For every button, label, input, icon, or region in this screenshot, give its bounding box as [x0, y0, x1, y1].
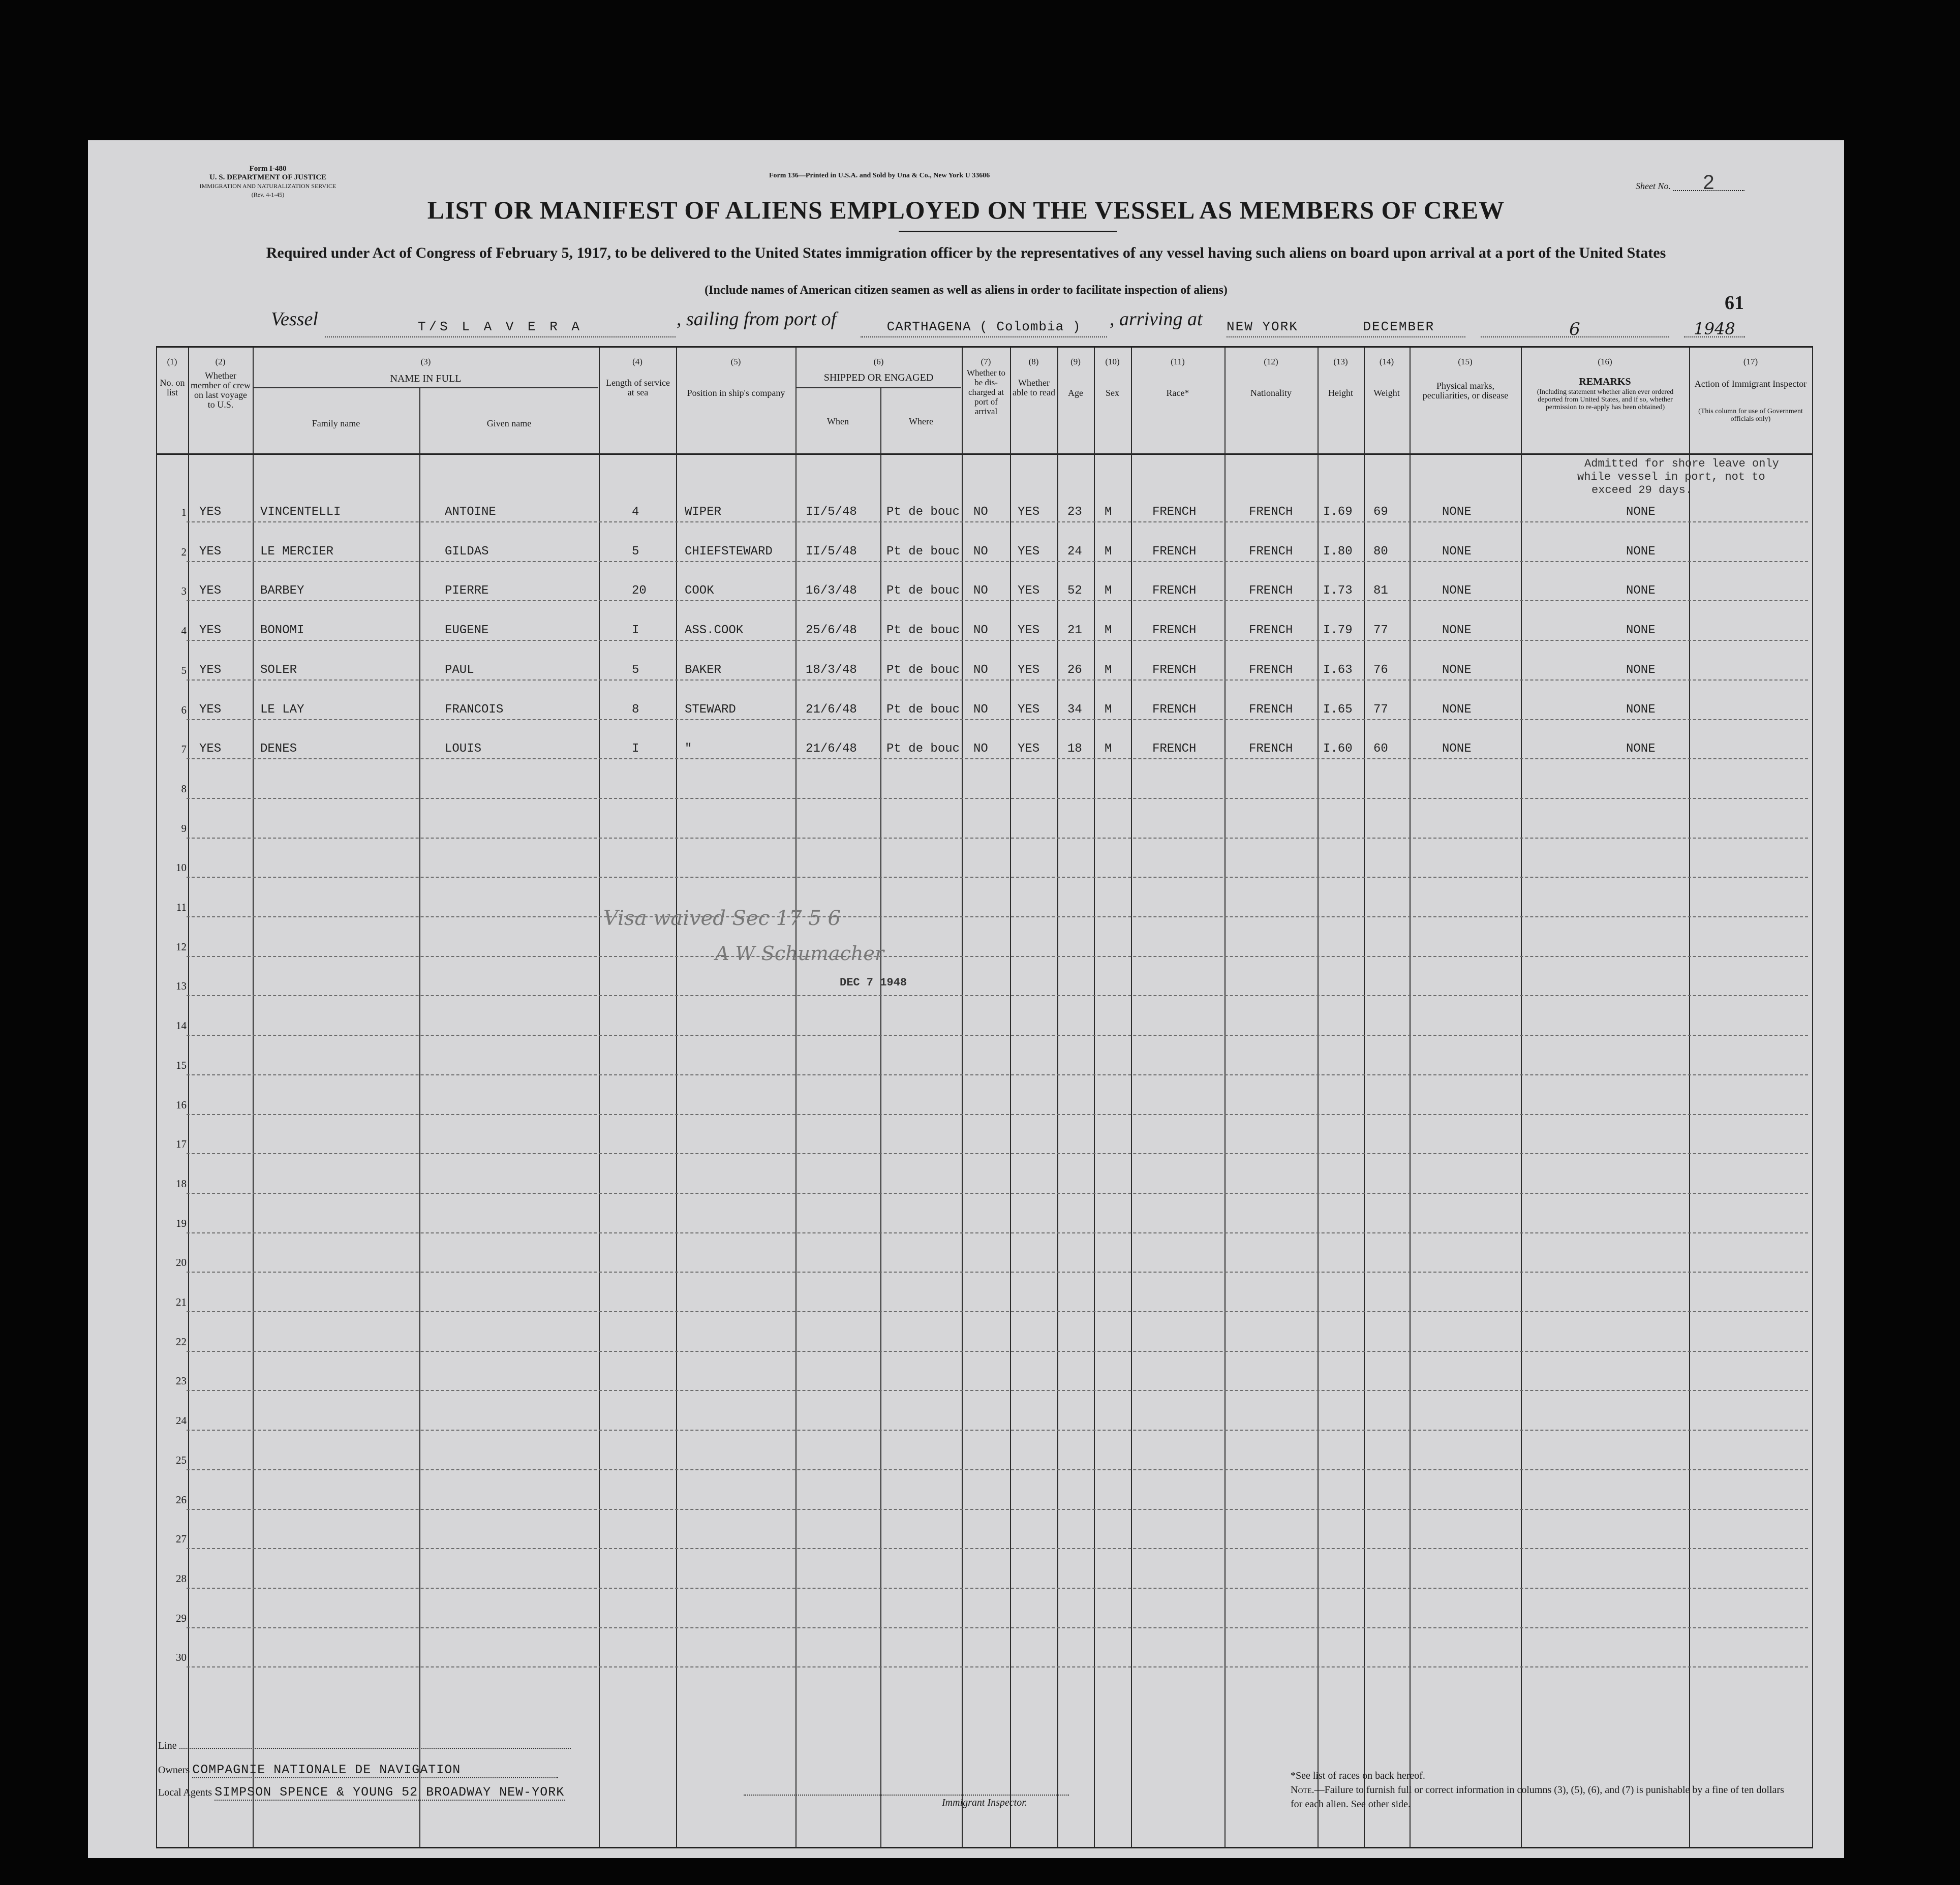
row-rule — [187, 1509, 1808, 1510]
cell-given[interactable]: FRANCOIS — [445, 702, 504, 717]
cell-nationality[interactable]: FRENCH — [1249, 584, 1293, 598]
cell-age[interactable]: 24 — [1067, 544, 1082, 559]
column-number: (11) — [1171, 357, 1185, 366]
header-action-note: (This column for use of Government officials only) — [1698, 408, 1803, 423]
cell-weight[interactable]: 77 — [1373, 702, 1388, 717]
cell-read[interactable]: YES — [1018, 702, 1040, 717]
cell-position[interactable]: CHIEFSTEWARD — [685, 544, 773, 559]
form-identifier — [151, 165, 385, 199]
form-number: Form I-480 — [249, 165, 287, 173]
column-rule — [795, 348, 797, 1847]
stamp-line: Admitted for shore leave only — [1584, 457, 1779, 470]
cell-nationality[interactable]: FRENCH — [1249, 702, 1293, 717]
column-number: (16) — [1598, 357, 1612, 366]
header-length-service: Length of service at sea — [606, 378, 670, 397]
column-number: (12) — [1264, 357, 1278, 366]
cell-length[interactable]: 20 — [632, 584, 647, 598]
cell-nationality[interactable]: FRENCH — [1249, 624, 1293, 638]
row-number: 22 — [176, 1335, 187, 1348]
cell-read[interactable]: YES — [1018, 505, 1040, 519]
cell-weight[interactable]: 76 — [1373, 663, 1388, 677]
sheet-number — [1636, 171, 1744, 194]
row-rule — [187, 1548, 1808, 1549]
header-given-name: Given name — [486, 418, 532, 428]
header-able-to-read: Whether able to read — [1013, 378, 1055, 397]
cell-given[interactable]: PIERRE — [445, 584, 489, 598]
visa-waived-note: Visa waived Sec 17 5 6 — [603, 907, 841, 930]
cell-when[interactable]: 21/6/48 — [806, 742, 857, 756]
cell-discharged[interactable]: NO — [973, 702, 988, 717]
cell-remarks[interactable]: NONE — [1626, 584, 1656, 598]
column-number: (1) — [167, 357, 177, 366]
row-number: 18 — [176, 1177, 187, 1190]
cell-length[interactable]: 5 — [632, 663, 639, 677]
sheet-number-label: Sheet No. — [1636, 181, 1671, 191]
row-rule — [187, 838, 1808, 839]
cell-member[interactable]: YES — [199, 702, 222, 717]
arriving-label: , arriving at — [1110, 308, 1203, 330]
cell-read[interactable]: YES — [1018, 663, 1040, 677]
header-nationality: Nationality — [1250, 388, 1292, 398]
cell-age[interactable]: 26 — [1067, 663, 1082, 677]
cell-family[interactable]: DENES — [260, 742, 297, 756]
form-revision: (Rev. 4-1-45) — [251, 191, 285, 198]
arrival-port-field[interactable] — [1227, 319, 1465, 337]
agents-label: Local Agents — [158, 1787, 212, 1798]
vessel-label: Vessel — [271, 308, 318, 330]
cell-position[interactable]: STEWARD — [685, 702, 736, 717]
column-rule — [1410, 348, 1411, 1847]
row-number: 1 — [181, 506, 187, 518]
printer-line: Form 136—Printed in U.S.A. and Sold by Una & Co., New York U 33606 — [769, 172, 990, 179]
cell-sex[interactable]: M — [1105, 702, 1112, 717]
title-underline — [899, 231, 1117, 232]
row-number: 15 — [176, 1059, 187, 1071]
cell-weight[interactable]: 69 — [1373, 505, 1388, 519]
row-rule — [187, 995, 1808, 996]
cell-age[interactable]: 18 — [1067, 742, 1082, 756]
owners-label: Owners — [158, 1765, 190, 1776]
column-rule — [1689, 348, 1690, 1847]
cell-where[interactable]: Pt de bouc — [886, 584, 960, 598]
cell-member[interactable]: YES — [199, 505, 222, 519]
inspector-signature: A W Schumacher — [715, 942, 884, 965]
cell-sex[interactable]: M — [1105, 544, 1112, 559]
cell-where[interactable]: Pt de bouc — [886, 702, 960, 717]
cell-nationality[interactable]: FRENCH — [1249, 663, 1293, 677]
row-number: 24 — [176, 1414, 187, 1427]
line-label: Line — [158, 1740, 177, 1751]
cell-discharged[interactable]: NO — [973, 742, 988, 756]
cell-discharged[interactable]: NO — [973, 624, 988, 638]
include-note: (Include names of American citizen seamen as well as aliens in order to facilitate inspection of aliens) — [705, 284, 1228, 297]
cell-read[interactable]: YES — [1018, 584, 1040, 598]
cell-marks[interactable]: NONE — [1442, 624, 1472, 638]
cell-sex[interactable]: M — [1105, 742, 1112, 756]
agents-field — [158, 1785, 565, 1801]
cell-when[interactable]: 18/3/48 — [806, 663, 857, 677]
cell-marks[interactable]: NONE — [1442, 663, 1472, 677]
row-rule — [187, 719, 1808, 720]
header-height: Height — [1328, 388, 1353, 398]
cell-length[interactable]: I — [632, 742, 639, 756]
arrival-year-field[interactable]: 1948 — [1684, 319, 1745, 337]
row-rule — [187, 1193, 1808, 1194]
column-rule — [962, 348, 963, 1847]
departure-port-field[interactable]: CARTHAGENA ( Colombia ) — [861, 319, 1107, 337]
stamp-line: while vessel in port, not to — [1577, 471, 1765, 483]
shipped-subheader-rule — [797, 387, 961, 388]
row-number: 13 — [176, 980, 187, 993]
cell-remarks[interactable]: NONE — [1626, 742, 1656, 756]
cell-family[interactable]: BONOMI — [260, 624, 304, 638]
cell-sex[interactable]: M — [1105, 505, 1112, 519]
cell-where[interactable]: Pt de bouc — [886, 624, 960, 638]
cell-position[interactable]: WIPER — [685, 505, 722, 519]
cell-when[interactable]: 16/3/48 — [806, 584, 857, 598]
column-rule — [1010, 348, 1011, 1847]
cell-race[interactable]: FRENCH — [1152, 584, 1197, 598]
cell-family[interactable]: VINCENTELLI — [260, 505, 341, 519]
cell-race[interactable]: FRENCH — [1152, 702, 1197, 717]
row-number: 17 — [176, 1138, 187, 1151]
cell-sex[interactable]: M — [1105, 663, 1112, 677]
cell-discharged[interactable]: NO — [973, 505, 988, 519]
inspector-signature-line[interactable] — [744, 1795, 1069, 1796]
row-number: 8 — [181, 782, 187, 795]
department-name: U. S. DEPARTMENT OF JUSTICE — [209, 173, 327, 181]
cell-length[interactable]: 4 — [632, 505, 639, 519]
header-race: Race* — [1166, 388, 1189, 398]
cell-member[interactable]: YES — [199, 742, 222, 756]
cell-length[interactable]: I — [632, 624, 639, 638]
row-number: 20 — [176, 1256, 187, 1269]
cell-discharged[interactable]: NO — [973, 584, 988, 598]
stamp-line: exceed 29 days. — [1591, 484, 1693, 497]
cell-remarks[interactable]: NONE — [1626, 505, 1656, 519]
arrival-port-value: NEW YORK — [1227, 319, 1298, 334]
column-number: (14) — [1379, 357, 1394, 366]
cell-given[interactable]: PAUL — [445, 663, 474, 677]
cell-discharged[interactable]: NO — [973, 663, 988, 677]
cell-discharged[interactable]: NO — [973, 544, 988, 559]
cell-weight[interactable]: 81 — [1373, 584, 1388, 598]
cell-position[interactable]: ASS.COOK — [685, 624, 744, 638]
column-number: (8) — [1028, 357, 1039, 366]
header-discharged: Whether to be dis-charged at port of arrival — [967, 368, 1005, 416]
row-number: 14 — [176, 1019, 187, 1032]
row-number: 29 — [176, 1612, 187, 1624]
row-rule — [187, 1074, 1808, 1075]
row-rule — [187, 561, 1808, 562]
row-number: 23 — [176, 1375, 187, 1387]
column-number: (7) — [981, 357, 991, 366]
cell-member[interactable]: YES — [199, 624, 222, 638]
header-no-on-list: No. on list — [160, 378, 185, 397]
column-number: (5) — [730, 357, 741, 366]
shore-leave-stamp — [1577, 457, 1779, 497]
row-number: 28 — [176, 1572, 187, 1585]
cell-given[interactable]: LOUIS — [445, 742, 482, 756]
column-number: (3) — [420, 357, 431, 366]
header-weight: Weight — [1373, 388, 1400, 398]
line-value[interactable] — [179, 1748, 571, 1749]
cell-sex[interactable]: M — [1105, 624, 1112, 638]
cell-age[interactable]: 21 — [1067, 624, 1082, 638]
cell-height[interactable]: I.60 — [1323, 742, 1353, 756]
row-rule — [187, 758, 1808, 759]
row-number: 26 — [176, 1493, 187, 1506]
arrival-month: DECEMBER — [1363, 319, 1435, 334]
row-rule — [187, 521, 1808, 522]
row-number: 6 — [181, 703, 187, 716]
column-number: (15) — [1458, 357, 1473, 366]
row-rule — [187, 1035, 1808, 1036]
column-number: (17) — [1743, 357, 1758, 366]
cell-given[interactable]: ANTOINE — [445, 505, 496, 519]
row-number: 30 — [176, 1651, 187, 1664]
cell-marks[interactable]: NONE — [1442, 702, 1472, 717]
row-rule — [187, 640, 1808, 641]
row-number: 11 — [176, 901, 187, 913]
column-number: (13) — [1333, 357, 1348, 366]
service-name: IMMIGRATION AND NATURALIZATION SERVICE — [199, 182, 336, 190]
cell-remarks[interactable]: NONE — [1626, 702, 1656, 717]
cell-length[interactable]: 5 — [632, 544, 639, 559]
cell-weight[interactable]: 60 — [1373, 742, 1388, 756]
date-stamp: DEC 7 1948 — [840, 976, 907, 989]
row-rule — [187, 1430, 1808, 1431]
cell-marks[interactable]: NONE — [1442, 505, 1472, 519]
row-rule — [187, 1272, 1808, 1273]
cell-weight[interactable]: 80 — [1373, 544, 1388, 559]
header-action-inspector: Action of Immigrant Inspector — [1694, 379, 1807, 389]
line-field — [158, 1740, 571, 1752]
row-number: 7 — [181, 743, 187, 756]
column-number: (6) — [873, 357, 884, 366]
cell-remarks[interactable]: NONE — [1626, 624, 1656, 638]
header-member-last-voyage: Whether member of crew on last voyage to U.S. — [191, 370, 251, 410]
cell-marks[interactable]: NONE — [1442, 584, 1472, 598]
column-rule — [1094, 348, 1095, 1847]
header-divider — [156, 453, 1813, 455]
row-rule — [187, 600, 1808, 601]
header-family-name: Family name — [312, 418, 360, 428]
cell-nationality[interactable]: FRENCH — [1249, 742, 1293, 756]
manifest-sheet — [88, 140, 1844, 1858]
cell-when[interactable]: II/5/48 — [806, 544, 857, 559]
column-rule — [1521, 348, 1522, 1847]
row-number: 25 — [176, 1454, 187, 1466]
page-title: LIST OR MANIFEST OF ALIENS EMPLOYED ON THE VESSEL AS MEMBERS OF CREW — [427, 196, 1505, 224]
row-rule — [187, 1390, 1808, 1391]
row-rule — [187, 1351, 1808, 1352]
sheet-number-value[interactable]: 2 — [1673, 175, 1744, 191]
cell-marks[interactable]: NONE — [1442, 742, 1472, 756]
header-age: Age — [1068, 388, 1083, 398]
header-shipped: SHIPPED OR ENGAGED — [823, 372, 934, 383]
name-subheader-rule — [254, 387, 598, 388]
vessel-name-field[interactable]: T/S L A V E R A — [325, 319, 676, 337]
column-rule — [1812, 348, 1813, 1847]
cell-member[interactable]: YES — [199, 544, 222, 559]
column-rule — [1224, 348, 1226, 1847]
header-remarks: REMARKS — [1579, 376, 1631, 387]
cell-given[interactable]: EUGENE — [445, 624, 489, 638]
header-when: When — [827, 416, 849, 426]
row-rule — [187, 1627, 1808, 1628]
sailing-label: , sailing from port of — [677, 308, 837, 330]
legal-requirement: Required under Act of Congress of February 5, 1917, to be delivered to the United States immigration officer by the representatives of any vessel having such aliens on board upon arrival at a port of the United States — [266, 244, 1666, 261]
cell-marks[interactable]: NONE — [1442, 544, 1472, 559]
row-number: 2 — [181, 545, 187, 558]
row-number: 3 — [181, 585, 187, 598]
cell-position[interactable]: " — [685, 742, 692, 756]
row-rule — [187, 1469, 1808, 1470]
row-rule — [187, 1232, 1808, 1233]
cell-length[interactable]: 8 — [632, 702, 639, 717]
cell-given[interactable]: GILDAS — [445, 544, 489, 559]
column-rule — [599, 348, 600, 1847]
cell-family[interactable]: SOLER — [260, 663, 297, 677]
cell-family[interactable]: LE LAY — [260, 702, 304, 717]
page-number: 61 — [1725, 292, 1744, 314]
cell-nationality[interactable]: FRENCH — [1249, 505, 1293, 519]
column-rule — [676, 348, 677, 1847]
cell-height[interactable]: I.73 — [1323, 584, 1353, 598]
row-rule — [187, 877, 1808, 878]
row-number: 12 — [176, 940, 187, 953]
row-number: 4 — [181, 625, 187, 637]
penalty-note — [1291, 1783, 1789, 1811]
row-number: 27 — [176, 1533, 187, 1546]
header-where: Where — [909, 416, 933, 426]
header-remarks-note: (Including statement whether alien ever ordered deported from United States, and if so, whether permission to re-apply has been obtained) — [1537, 388, 1674, 411]
cell-age[interactable]: 23 — [1067, 505, 1082, 519]
cell-race[interactable]: FRENCH — [1152, 742, 1197, 756]
row-rule — [187, 1153, 1808, 1154]
cell-race[interactable]: FRENCH — [1152, 505, 1197, 519]
row-number: 19 — [176, 1217, 187, 1229]
row-rule — [187, 1114, 1808, 1115]
column-rule — [253, 348, 254, 1847]
crew-table — [156, 346, 1813, 1848]
column-rule — [1364, 348, 1365, 1847]
races-note: *See list of races on back hereof. — [1291, 1770, 1425, 1781]
cell-when[interactable]: II/5/48 — [806, 505, 857, 519]
cell-remarks[interactable]: NONE — [1626, 544, 1656, 559]
row-number: 10 — [176, 861, 187, 874]
cell-remarks[interactable]: NONE — [1626, 663, 1656, 677]
cell-nationality[interactable]: FRENCH — [1249, 544, 1293, 559]
cell-height[interactable]: I.65 — [1323, 702, 1353, 717]
row-number: 9 — [181, 822, 187, 835]
row-number: 5 — [181, 664, 187, 676]
row-rule — [187, 956, 1808, 957]
column-number: (2) — [215, 357, 226, 366]
cell-race[interactable]: FRENCH — [1152, 544, 1197, 559]
cell-sex[interactable]: M — [1105, 584, 1112, 598]
cell-when[interactable]: 21/6/48 — [806, 702, 857, 717]
cell-position[interactable]: COOK — [685, 584, 714, 598]
cell-race[interactable]: FRENCH — [1152, 663, 1197, 677]
row-number: 21 — [176, 1296, 187, 1308]
cell-race[interactable]: FRENCH — [1152, 624, 1197, 638]
column-rule — [1057, 348, 1058, 1847]
note-label: Note. — [1291, 1784, 1314, 1796]
row-rule — [187, 1666, 1808, 1667]
inspector-label: Immigrant Inspector. — [942, 1797, 1027, 1808]
row-rule — [187, 1588, 1808, 1589]
row-rule — [187, 798, 1808, 799]
column-number: (4) — [632, 357, 642, 366]
cell-where[interactable]: Pt de bouc — [886, 742, 960, 756]
cell-family[interactable]: LE MERCIER — [260, 544, 334, 559]
cell-position[interactable]: BAKER — [685, 663, 722, 677]
cell-where[interactable]: Pt de bouc — [886, 663, 960, 677]
column-number: (10) — [1105, 357, 1120, 366]
cell-height[interactable]: I.79 — [1323, 624, 1353, 638]
cell-member[interactable]: YES — [199, 584, 222, 598]
row-rule — [187, 1311, 1808, 1312]
header-physical-marks: Physical marks, peculiarities, or disease — [1422, 381, 1509, 400]
column-rule — [1131, 348, 1132, 1847]
column-number: (9) — [1070, 357, 1081, 366]
cell-member[interactable]: YES — [199, 663, 222, 677]
column-rule — [188, 348, 189, 1847]
cell-height[interactable]: I.69 — [1323, 505, 1353, 519]
header-sex: Sex — [1106, 388, 1119, 398]
note-text: —Failure to furnish full or correct information in columns (3), (5), (6), and (7) is punishable by a fine of ten dollars for each alien. See other side. — [1291, 1784, 1784, 1810]
owners-value[interactable]: COMPAGNIE NATIONALE DE NAVIGATION — [192, 1763, 558, 1778]
arrival-day-field[interactable]: 6 — [1481, 319, 1669, 337]
cell-read[interactable]: YES — [1018, 742, 1040, 756]
cell-read[interactable]: YES — [1018, 624, 1040, 638]
cell-family[interactable]: BARBEY — [260, 584, 304, 598]
owners-field — [158, 1763, 558, 1778]
cell-weight[interactable]: 77 — [1373, 624, 1388, 638]
header-position: Position in ship's company — [687, 388, 785, 398]
cell-age[interactable]: 34 — [1067, 702, 1082, 717]
agents-value[interactable]: SIMPSON SPENCE & YOUNG 52 BROADWAY NEW-YORK — [215, 1785, 565, 1800]
cell-where[interactable]: Pt de bouc — [886, 505, 960, 519]
cell-read[interactable]: YES — [1018, 544, 1040, 559]
column-rule — [1318, 348, 1319, 1847]
cell-when[interactable]: 25/6/48 — [806, 624, 857, 638]
row-rule — [187, 679, 1808, 681]
header-name-in-full: NAME IN FULL — [390, 373, 462, 384]
row-rule — [187, 916, 1808, 917]
cell-height[interactable]: I.80 — [1323, 544, 1353, 559]
row-number: 16 — [176, 1098, 187, 1111]
cell-height[interactable]: I.63 — [1323, 663, 1353, 677]
cell-age[interactable]: 52 — [1067, 584, 1082, 598]
cell-where[interactable]: Pt de bouc — [886, 544, 960, 559]
